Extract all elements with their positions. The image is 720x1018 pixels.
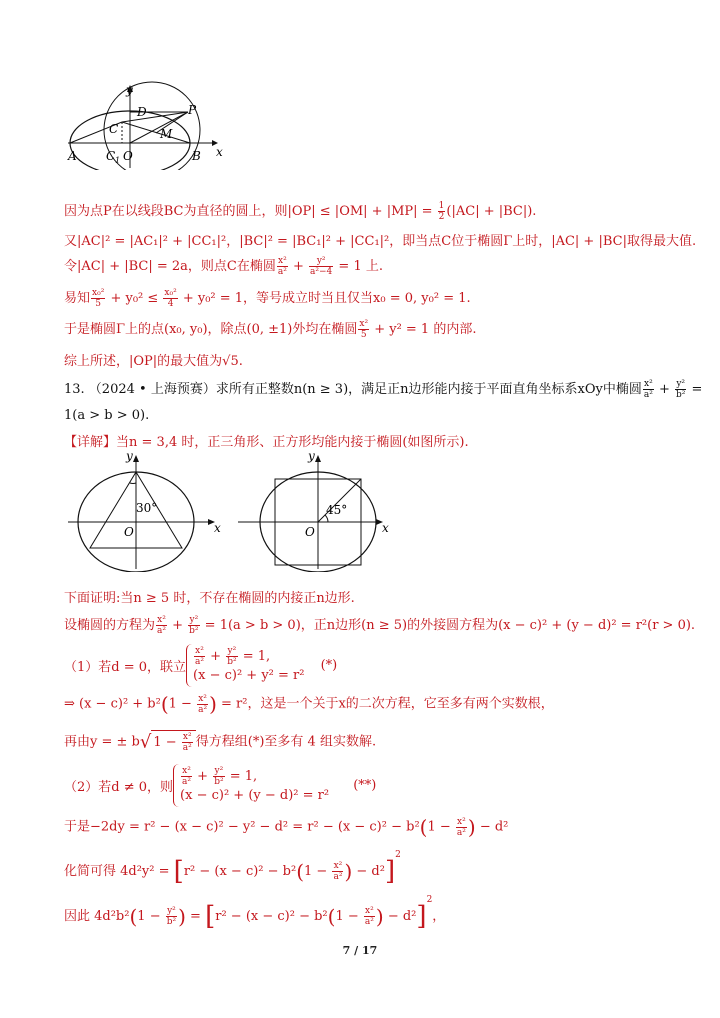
square-ellipse-figure [236,452,396,572]
solution-line-1: 因为点P在以线段BC为直径的圆上，则|OP| ≤ |OM| + |MP| = $\frac{1}{2}$ (|AC| + |BC|). [64,201,537,222]
derivation-line-1: ⇒ (x − c)² + b²(1 − $\frac{\text{x²}}{\text{a²}}$ ) = r²，这是一个关于x的二次方程，它至多有两个实数根， [64,692,554,716]
ellipse-circle-figure [60,80,230,170]
derivation-line-2: 再由y = ± b√ 1 − $\frac{\text{x²}}{\text{a²}}$ 得方程组(*)至多有 4 组实数解. [64,731,377,753]
fig3-label-y: y [308,452,315,463]
case-1: （1）若d = 0，联立 $\frac{\text{x²}}{\text{a²}}$ + $\frac{\text{y²}}{\text{b²}}$ = 1, (x − c)² + y² = r² (*) [64,644,337,687]
fig3-label-o: O [305,525,315,539]
page-number: 7 / 17 [342,944,378,957]
fig2-label-o: O [124,525,134,539]
label-c1-sub: 1 [115,156,121,165]
label-y: y [126,83,133,97]
solution-line-2: 又|AC|² = |AC₁|² + |CC₁|²，|BC|² = |BC₁|² + |CC₁|²，即当点C位于椭圆Γ上时，|AC| + |BC|取得最大值. [64,234,697,249]
detail-tag: 【详解】 [64,435,117,450]
proof-intro: 下面证明:当n ≥ 5 时，不存在椭圆的内接正n边形. [64,591,355,606]
question-13: 13. （2024 • 上海预赛）求所有正整数n(n ≥ 3)，满足正n边形能内接于平面直角坐标系xOy中椭圆 $\frac{\text{x²}}{\text{a²}}$ + $\frac{\text{y²}}{\text{b²}}$ = [64,379,703,400]
question-13-cont: 1(a > b > 0). [64,408,150,423]
label-b: B [192,149,201,163]
label-c1: C [106,149,116,163]
solution-line-4: 易知 $\frac{\text{x₀²}}{5}$ + y₀² ≤ $\frac{\text{x₀²}}{4}$ + y₀² = 1，等号成立时当且仅当x₀ = 0, y₀² = 1. [64,288,471,309]
derivation-line-4: 化简可得 4d²y² = [r² − (x − c)² − b²(1 − $\frac{\text{x²}}{\text{a²}}$ ) − d²]$^2$ [64,850,401,887]
solution-line-3: 令|AC| + |BC| = 2a，则点C在椭圆 $\frac{\text{x²}}{\text{a²}}$ + $\frac{\text{y²}}{\text{a²−4}}$ = 1 上. [64,256,383,277]
label-d: D [137,105,147,119]
label-o: O [123,149,133,163]
fig3-angle-label: 45° [326,503,348,517]
fig2-label-y: y [126,452,133,463]
label-x: x [216,145,223,159]
solution-line-5: 于是椭圆Γ上的点(x₀, y₀)，除点(0, ±1)外均在椭圆 $\frac{\text{x²}}{5}$ + y² = 1 的内部. [64,319,477,340]
fig2-angle-label: 30° [136,501,158,515]
derivation-line-3: 于是−2dy = r² − (x − c)² − y² − d² = r² − (x − c)² − b²(1 − $\frac{\text{x²}}{\text{a²}}$ ) − d² [64,815,509,839]
fig2-label-x: x [214,521,221,535]
case-2: （2）若d ≠ 0，则 $\frac{\text{x²}}{\text{a²}}$ + $\frac{\text{y²}}{\text{b²}}$ = 1, (x − c)² + (y − d)² = r² (**) [64,764,376,807]
label-c: C [109,122,119,136]
detail-line: 【详解】当n = 3,4 时，正三角形、正方形均能内接于椭圆(如图所示). [64,435,469,450]
label-a: A [68,149,77,163]
fig3-label-x: x [382,521,389,535]
label-p: P [188,103,197,117]
derivation-line-5: 因此 4d²b²(1 − $\frac{\text{y²}}{\text{b²}}$ ) = [r² − (x − c)² − b²(1 − $\frac{\text{x²}}{\text{a²}}$ ) − d²]$^2$， [64,895,446,932]
triangle-ellipse-figure [66,452,226,572]
label-m: M [160,127,173,141]
ellipse-equation-line: 设椭圆的方程为 $\frac{\text{x²}}{\text{a²}}$ + $\frac{\text{y²}}{\text{b²}}$ = 1(a > b > 0)，正n边形(n ≥ 5)的外接圆方程为(x − c)² + (y − d)² = r²(r > 0). [64,615,696,636]
solution-line-6: 综上所述，|OP|的最大值为√5. [64,354,243,369]
